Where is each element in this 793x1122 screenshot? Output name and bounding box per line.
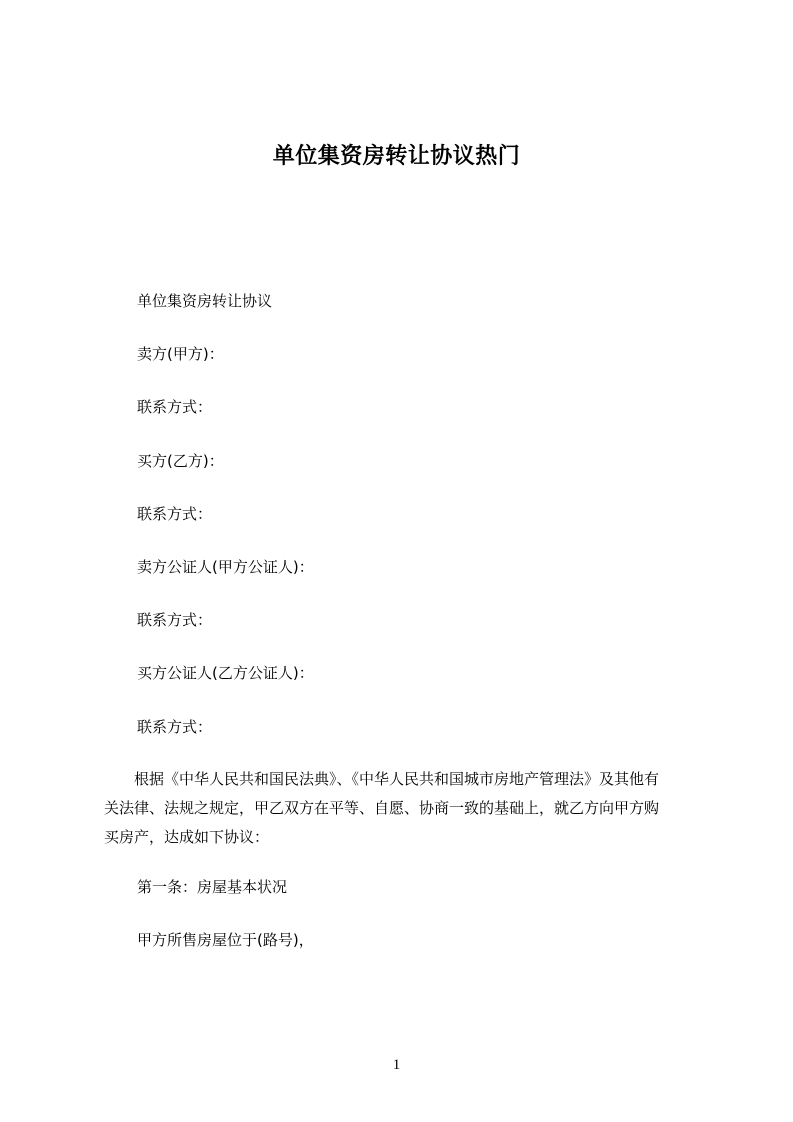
- paragraph-line: 关法律、法规之规定，甲乙双方在平等、自愿、协商一致的基础上，就乙方向甲方购: [104, 799, 660, 817]
- article-1-heading: 第一条：房屋基本状况: [137, 878, 288, 896]
- seller-notary-label: 卖方公证人(甲方公证人)：: [137, 558, 314, 576]
- agreement-heading: 单位集资房转让协议: [137, 292, 273, 310]
- buyer-label: 买方(乙方)：: [137, 452, 224, 470]
- buyer-notary-label: 买方公证人(乙方公证人)：: [137, 664, 314, 682]
- seller-notary-contact-label: 联系方式：: [137, 611, 213, 629]
- article-1-text: 甲方所售房屋位于(路号)，: [137, 931, 314, 949]
- page-title: 单位集资房转让协议热门: [272, 144, 521, 169]
- seller-label: 卖方(甲方)：: [137, 345, 224, 363]
- buyer-contact-label: 联系方式：: [137, 505, 213, 523]
- legal-basis-paragraph: [104, 765, 704, 852]
- buyer-notary-contact-label: 联系方式：: [137, 718, 213, 736]
- paragraph-line: 根据《中华人民共和国民法典》、《中华人民共和国城市房地产管理法》及其他有: [104, 770, 660, 788]
- paragraph-line: 买房产，达成如下协议：: [104, 828, 270, 846]
- seller-contact-label: 联系方式：: [137, 398, 213, 416]
- page-number: 1: [392, 1057, 401, 1073]
